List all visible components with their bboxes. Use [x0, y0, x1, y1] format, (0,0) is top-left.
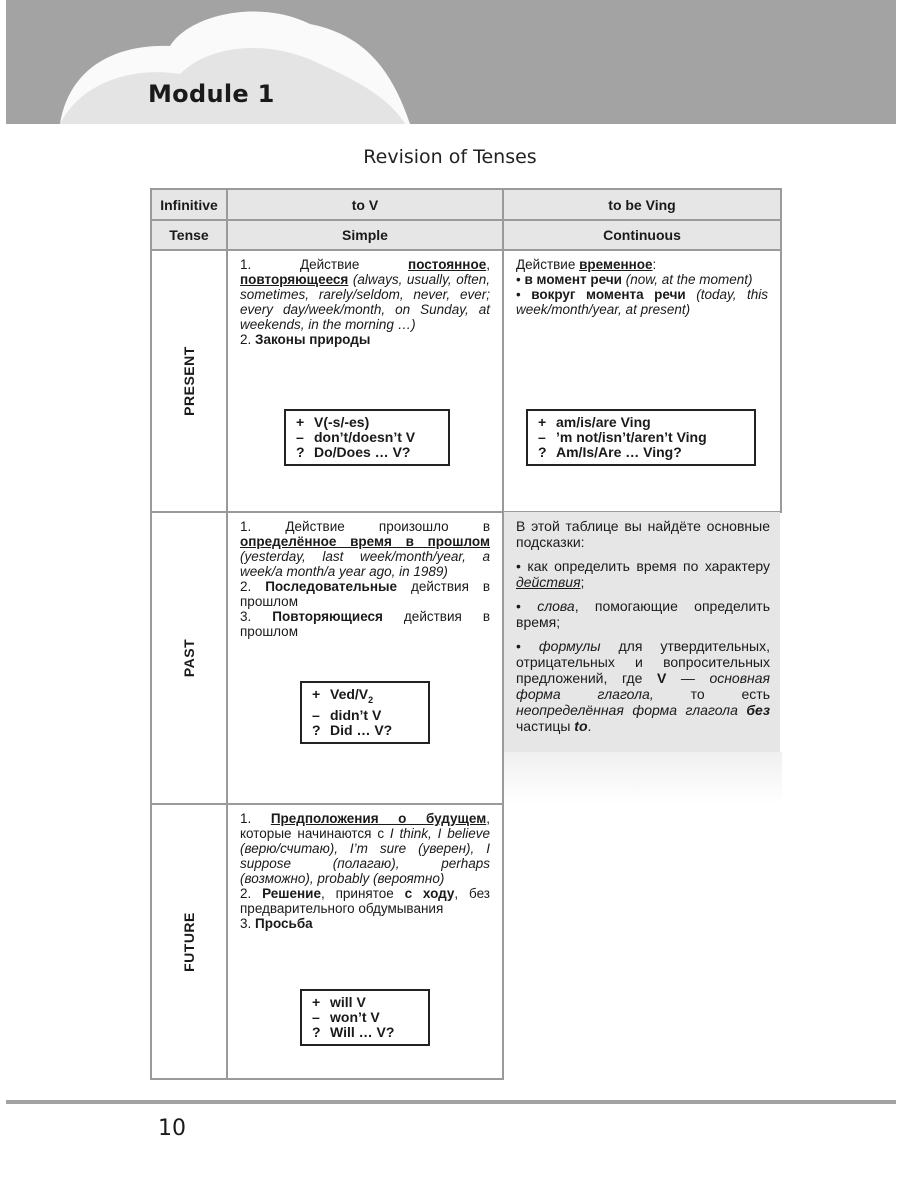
note-fade [504, 752, 782, 804]
row-label-past [150, 511, 228, 805]
future-label: FUTURE [181, 911, 197, 972]
present-simple-cell [226, 249, 504, 513]
present-continuous-text: Действие временное: • в момент речи (now, at the moment) • вокруг момента речи (today, this week/month/year, at present) [516, 257, 768, 317]
page-number: 10 [158, 1116, 186, 1141]
present-simple-text: 1. Действие постоянное, повторяющееся (always, usually, often, sometimes, rarely/seldom, never, ever; every day/week/month, on Sunday, at weekends, in the morning …) 2. Законы природы [240, 257, 490, 347]
note-intro: В этой таблице вы найдёте основные подсказки: [516, 518, 770, 550]
header-to-be-ving: to be Ving [502, 188, 782, 221]
present-simple-formula: + V(-s/-es) – don’t/doesn’t V ? Do/Does … V? [284, 409, 450, 466]
header-continuous: Continuous [502, 219, 782, 251]
note-bullet-2: • слова, помогающие определить время; [516, 598, 770, 630]
present-continuous-cell [502, 249, 782, 513]
page-title: Revision of Tenses [363, 146, 537, 168]
past-label: PAST [181, 638, 197, 678]
note-bullet-3: • формулы для утвердительных, отрицательных и вопросительных предложений, где V — основная форма глагола, то есть неопределённая форма глагола без частицы to. [516, 638, 770, 734]
present-label: PRESENT [181, 346, 197, 416]
header-infinitive: Infinitive [150, 188, 228, 221]
row-label-present [150, 249, 228, 513]
future-simple-cell [226, 803, 504, 1080]
present-continuous-formula: + am/is/are Ving – ’m not/isn’t/aren’t Ving ? Am/Is/Are … Ving? [526, 409, 756, 466]
hint-note [504, 512, 780, 752]
past-simple-text: 1. Действие произошло в определённое время в прошлом (yesterday, last week/month/year, a week/a month/a year ago, in 1989) 2. Последовательные действия в прошлом 3. Повторяющиеся действия в прошлом [240, 519, 490, 639]
header-simple: Simple [226, 219, 504, 251]
row-label-future [150, 803, 228, 1080]
header-tense: Tense [150, 219, 228, 251]
future-simple-text: 1. Предположения о будущем, которые начинаются с I think, I believe (верю/считаю), I’m sure (уверен), I suppose (полагаю), perhaps (возможно), probably (вероятно) 2. Решение, принятое с ходу, без предварительного обдумывания 3. Просьба [240, 811, 491, 931]
note-bullet-1: • как определить время по характеру действия; [516, 558, 770, 590]
header-to-v: to V [226, 188, 504, 221]
module-title: Module 1 [148, 80, 275, 108]
past-simple-cell [226, 511, 504, 805]
footer-line [6, 1100, 896, 1104]
past-simple-formula: + Ved/$V_2$ – didn’t V ? Did … V? [300, 681, 430, 744]
future-simple-formula: + will V – won’t V ? Will … V? [300, 989, 430, 1046]
